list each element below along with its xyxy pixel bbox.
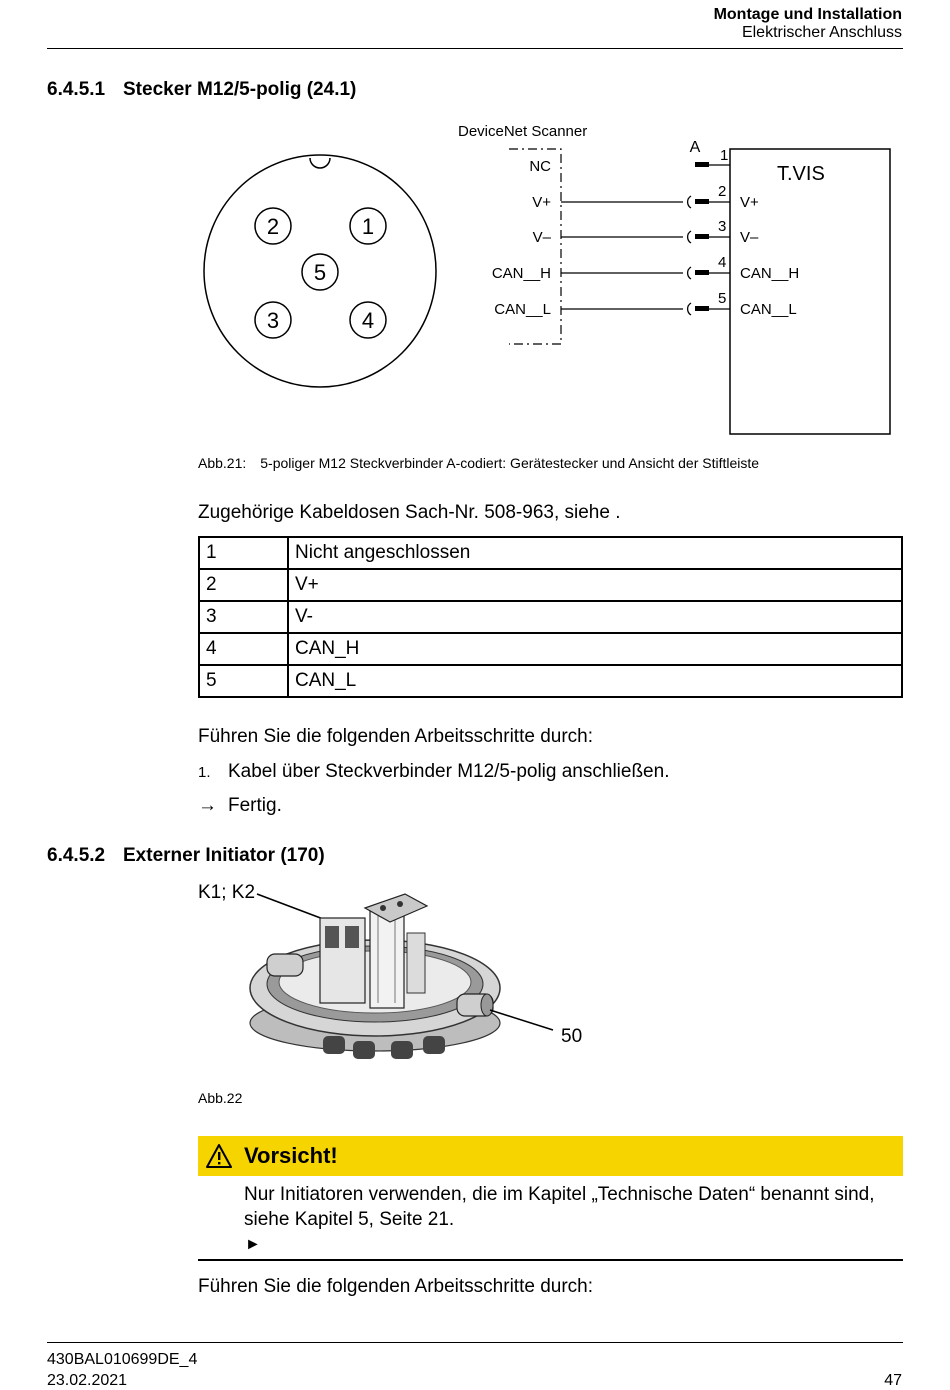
connector-face (204, 155, 436, 387)
table-cell-signal: V- (288, 601, 902, 633)
table-cell-signal: CAN_H (288, 633, 902, 665)
section-number: 6.4.5.1 (47, 79, 106, 100)
figure-caption-1 (198, 455, 759, 471)
device-signal: CAN__H (740, 265, 800, 282)
device-signal: V– (740, 229, 759, 246)
pin-label: 3 (266, 308, 280, 333)
section-heading-1 (47, 79, 356, 101)
section-heading-2 (47, 845, 325, 867)
table-row (199, 601, 902, 633)
wires (561, 202, 683, 309)
scanner-signal: V+ (532, 194, 551, 211)
header-title: Montage und Installation (713, 6, 902, 23)
scanner-signal: NC (529, 158, 551, 175)
section-title: Externer Initiator (170) (123, 845, 325, 866)
device-signal: CAN__L (740, 301, 797, 318)
table-row (199, 633, 902, 665)
footer-doc-number: 430BAL010699DE_4 (47, 1351, 198, 1368)
footer-page-number: 47 (884, 1372, 902, 1389)
step-number: 1. (198, 764, 211, 781)
figure-label: Abb.22 (198, 1090, 243, 1106)
table-cell-pin: 1 (199, 537, 288, 569)
warning-rule (198, 1259, 903, 1261)
scanner-signal: V– (532, 229, 551, 246)
pin-number: 5 (718, 290, 727, 307)
step-result (198, 795, 282, 817)
pin-number: 4 (718, 254, 727, 271)
warning-title: Vorsicht! (244, 1143, 338, 1168)
cable-note: Zugehörige Kabeldosen Sach-Nr. 508-963, siehe . (198, 502, 621, 523)
device-label: T.VIS (777, 163, 825, 185)
table-cell-pin: 3 (199, 601, 288, 633)
result-arrow-icon: → (198, 795, 217, 816)
step-1 (198, 761, 669, 783)
steps-intro-2: Führen Sie die folgenden Arbeitsschritte durch: (198, 1276, 594, 1297)
header-rule (47, 48, 903, 49)
table-row (199, 569, 902, 601)
table-row (199, 537, 902, 569)
initiator-photo (195, 878, 615, 1083)
initiator-assembly (250, 894, 500, 1059)
photo-label-k: K1; K2 (198, 882, 256, 903)
table-cell-pin: 4 (199, 633, 288, 665)
scanner-signal: CAN__H (491, 265, 551, 282)
table-cell-signal: V+ (288, 569, 902, 601)
figure-text: 5-poliger M12 Steckverbinder A-codiert: Gerätestecker und Ansicht der Stiftleiste (260, 455, 760, 471)
plug-label: A (689, 139, 701, 156)
pin-number: 1 (720, 147, 729, 164)
footer-rule (47, 1342, 903, 1343)
figure-label: Abb.21: (198, 455, 247, 471)
footer-date: 23.02.2021 (47, 1372, 128, 1389)
pin-assignment-table (198, 536, 903, 698)
steps-intro: Führen Sie die folgenden Arbeitsschritte durch: (198, 726, 594, 747)
pin-label: 1 (361, 214, 375, 239)
warning-banner (198, 1136, 903, 1176)
pin-label: 4 (361, 308, 375, 333)
warning-icon (206, 1143, 232, 1169)
pin-label: 2 (266, 214, 280, 239)
table-cell-pin: 5 (199, 665, 288, 697)
warning-bullet-icon: ► (245, 1236, 261, 1253)
step-text: Kabel über Steckverbinder M12/5-polig anschließen. (228, 761, 670, 782)
section-title: Stecker M12/5-polig (24.1) (123, 79, 357, 100)
scanner-signal: CAN__L (494, 301, 551, 318)
result-text: Fertig. (228, 795, 282, 816)
table-cell-signal: CAN_L (288, 665, 902, 697)
device-box (730, 149, 890, 434)
scanner-label: DeviceNet Scanner (458, 123, 588, 140)
photo-label-50: 50 (561, 1026, 583, 1047)
pin-number: 3 (718, 218, 727, 235)
pin-number: 2 (718, 183, 727, 200)
table-row (199, 665, 902, 697)
section-number: 6.4.5.2 (47, 845, 106, 866)
device-signal: V+ (740, 194, 759, 211)
table-cell-signal: Nicht angeschlossen (288, 537, 902, 569)
table-cell-pin: 2 (199, 569, 288, 601)
warning-text: Nur Initiatoren verwenden, die im Kapitel „Technische Daten“ benannt sind, siehe Kapitel 5, Seite 21. (244, 1184, 875, 1230)
header-subtitle: Elektrischer Anschluss (741, 24, 902, 41)
figure-caption-2 (198, 1090, 242, 1106)
pin-label: 5 (313, 260, 327, 285)
wiring-diagram (195, 118, 905, 440)
